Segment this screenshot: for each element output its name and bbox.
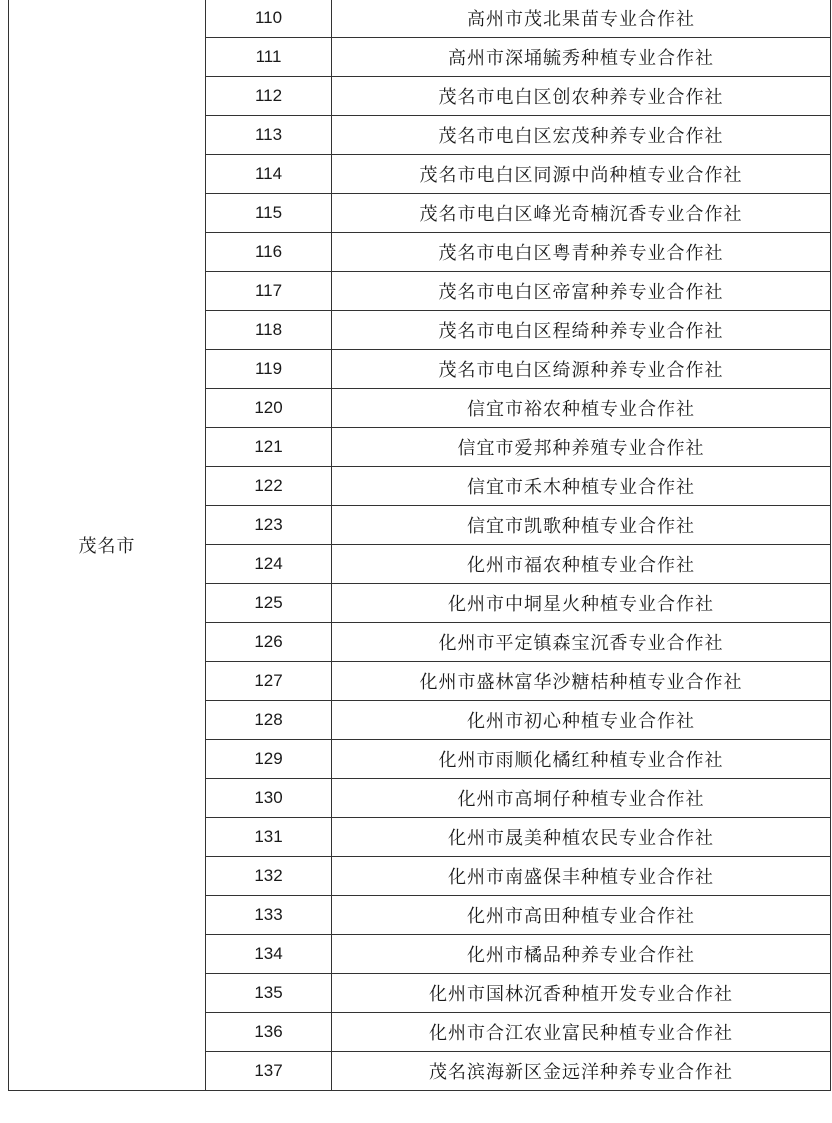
cooperative-name: 化州市橘品种养专业合作社: [332, 935, 831, 974]
cooperative-name: 茂名市电白区峰光奇楠沉香专业合作社: [332, 194, 831, 233]
cooperative-name: 茂名市电白区帝富种养专业合作社: [332, 272, 831, 311]
table-row: [9, 0, 831, 38]
row-number: 110: [206, 0, 332, 38]
cooperative-name: 信宜市裕农种植专业合作社: [332, 389, 831, 428]
cooperative-name: 化州市南盛保丰种植专业合作社: [332, 857, 831, 896]
cooperative-name: 茂名市电白区同源中尚种植专业合作社: [332, 155, 831, 194]
row-number: 132: [206, 857, 332, 896]
cooperative-name: 化州市初心种植专业合作社: [332, 701, 831, 740]
row-number: 137: [206, 1052, 332, 1091]
row-number: 125: [206, 584, 332, 623]
cooperative-name: 化州市福农种植专业合作社: [332, 545, 831, 584]
cooperative-name: 化州市国林沉香种植开发专业合作社: [332, 974, 831, 1013]
row-number: 123: [206, 506, 332, 545]
cooperative-name: 化州市平定镇森宝沉香专业合作社: [332, 623, 831, 662]
cooperative-name: 化州市雨顺化橘红种植专业合作社: [332, 740, 831, 779]
row-number: 113: [206, 116, 332, 155]
cooperative-name: 化州市高田种植专业合作社: [332, 896, 831, 935]
row-number: 115: [206, 194, 332, 233]
city-cell: 茂名市: [9, 0, 206, 1091]
cooperative-name: 茂名市电白区创农种养专业合作社: [332, 77, 831, 116]
cooperative-name: 化州市盛林富华沙糖桔种植专业合作社: [332, 662, 831, 701]
cooperative-table: [8, 0, 831, 1091]
row-number: 129: [206, 740, 332, 779]
row-number: 117: [206, 272, 332, 311]
row-number: 111: [206, 38, 332, 77]
row-number: 118: [206, 311, 332, 350]
cooperative-name: 茂名滨海新区金远洋种养专业合作社: [332, 1052, 831, 1091]
row-number: 126: [206, 623, 332, 662]
row-number: 114: [206, 155, 332, 194]
row-number: 133: [206, 896, 332, 935]
cooperative-name: 化州市高垌仔种植专业合作社: [332, 779, 831, 818]
cooperative-name: 高州市茂北果苗专业合作社: [332, 0, 831, 38]
cooperative-name: 化州市晟美种植农民专业合作社: [332, 818, 831, 857]
cooperative-name: 茂名市电白区宏茂种养专业合作社: [332, 116, 831, 155]
row-number: 120: [206, 389, 332, 428]
row-number: 112: [206, 77, 332, 116]
cooperative-name: 茂名市电白区程绮种养专业合作社: [332, 311, 831, 350]
row-number: 122: [206, 467, 332, 506]
row-number: 130: [206, 779, 332, 818]
cooperative-name: 茂名市电白区绮源种养专业合作社: [332, 350, 831, 389]
row-number: 116: [206, 233, 332, 272]
cooperative-name: 化州市中垌星火种植专业合作社: [332, 584, 831, 623]
cooperative-name: 高州市深埇毓秀种植专业合作社: [332, 38, 831, 77]
row-number: 136: [206, 1013, 332, 1052]
cooperative-name: 信宜市凯歌种植专业合作社: [332, 506, 831, 545]
cooperative-name: 信宜市爱邦种养殖专业合作社: [332, 428, 831, 467]
row-number: 134: [206, 935, 332, 974]
row-number: 121: [206, 428, 332, 467]
table-body: [9, 0, 831, 1091]
cooperative-name: 茂名市电白区粤青种养专业合作社: [332, 233, 831, 272]
cooperative-name: 化州市合江农业富民种植专业合作社: [332, 1013, 831, 1052]
cooperative-name: 信宜市禾木种植专业合作社: [332, 467, 831, 506]
row-number: 124: [206, 545, 332, 584]
row-number: 135: [206, 974, 332, 1013]
row-number: 127: [206, 662, 332, 701]
row-number: 119: [206, 350, 332, 389]
row-number: 131: [206, 818, 332, 857]
row-number: 128: [206, 701, 332, 740]
